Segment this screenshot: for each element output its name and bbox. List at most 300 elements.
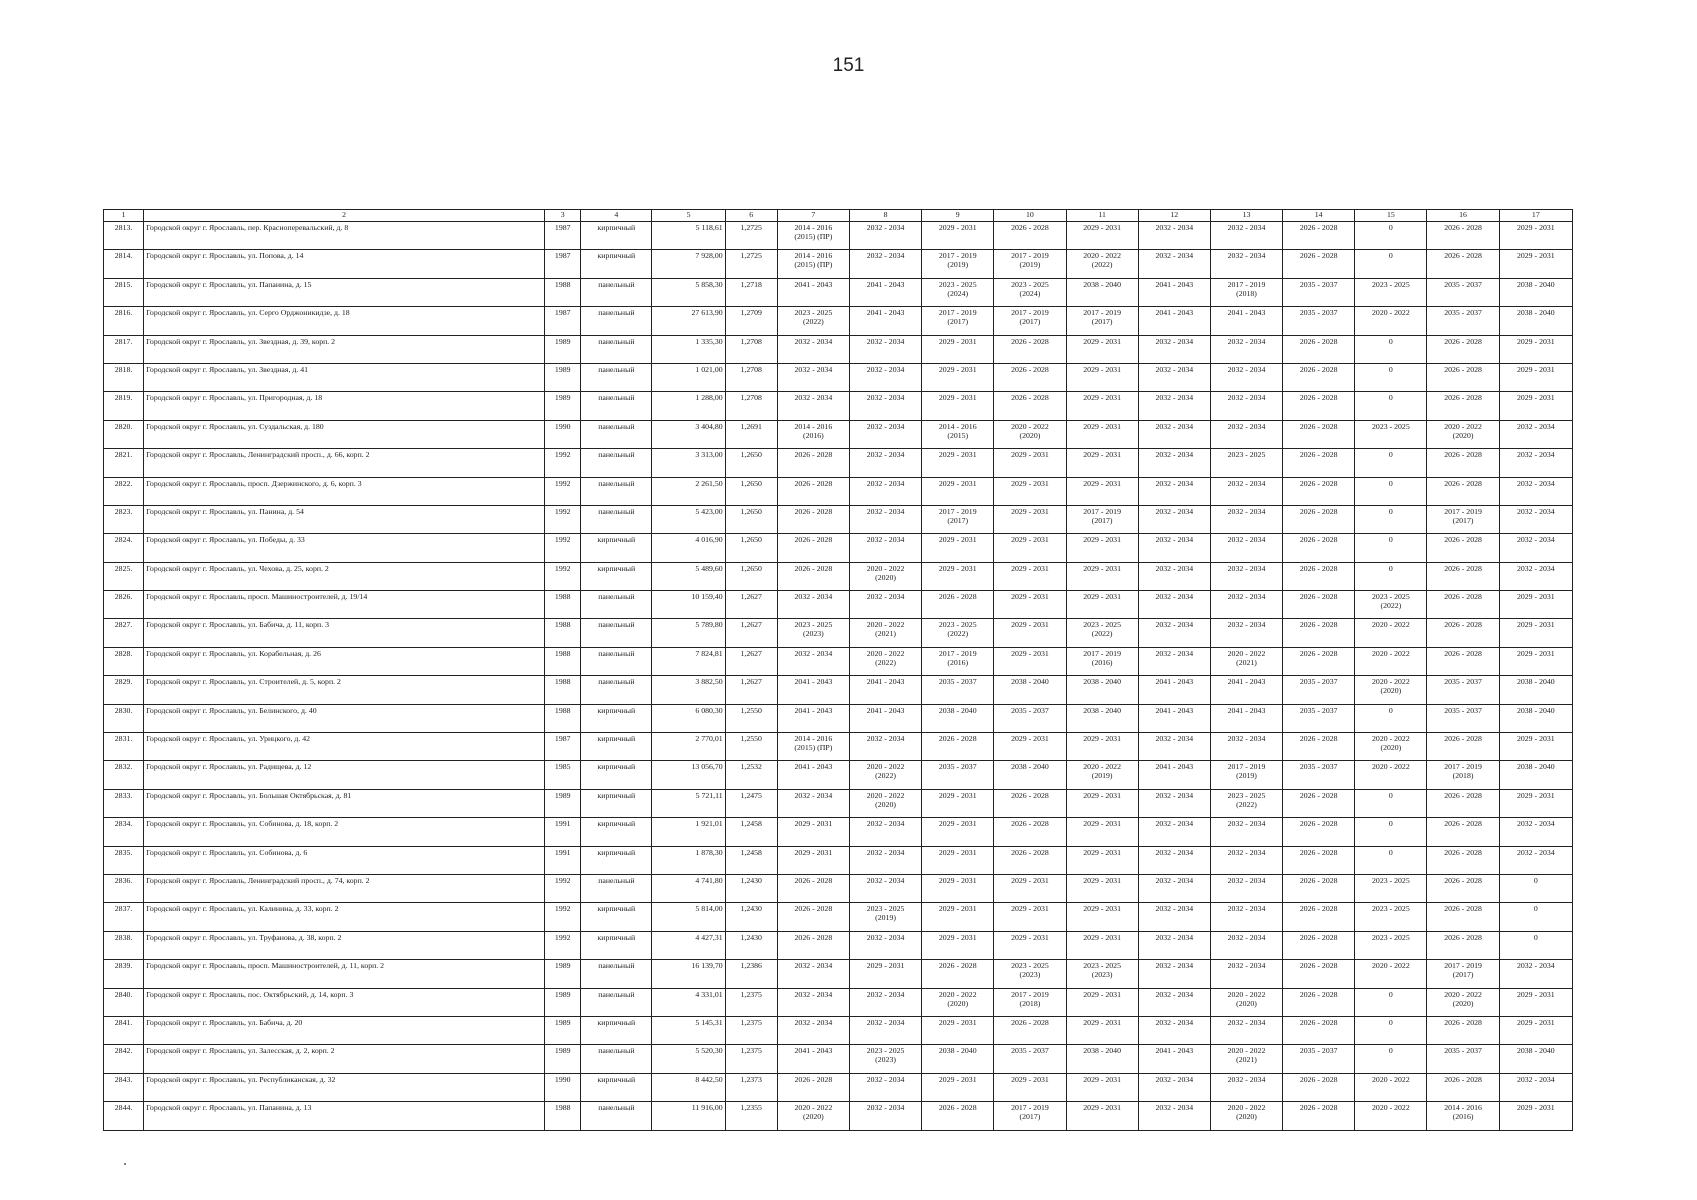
cell-col-10: 2017 - 2019 (2017) [994,307,1066,335]
cell-col-1: 2838. [104,931,144,959]
cell-col-17: 2038 - 2040 [1499,307,1572,335]
cell-col-1: 2824. [104,534,144,562]
cell-col-11: 2038 - 2040 [1066,1045,1138,1073]
cell-col-7: 2026 - 2028 [777,562,849,590]
cell-col-13: 2032 - 2034 [1210,222,1282,250]
cell-col-5: 10 159,40 [652,591,725,619]
cell-col-1: 2821. [104,449,144,477]
cell-col-4: панельный [581,647,652,675]
cell-col-11: 2029 - 2031 [1066,392,1138,420]
table-row [104,307,1573,335]
cell-col-13: 2032 - 2034 [1210,960,1282,988]
cell-col-9: 2029 - 2031 [922,846,994,874]
cell-col-1: 2813. [104,222,144,250]
cell-col-8: 2032 - 2034 [849,1073,921,1101]
cell-col-16: 2026 - 2028 [1427,222,1499,250]
cell-col-13: 2023 - 2025 [1210,449,1282,477]
cell-col-6: 1,2725 [725,222,777,250]
cell-col-13: 2032 - 2034 [1210,931,1282,959]
cell-col-12: 2041 - 2043 [1138,676,1210,704]
table-row [104,449,1573,477]
cell-col-3: 1992 [545,903,581,931]
cell-col-2: Городской округ г. Ярославль, ул. Собинова, д. 18, корп. 2 [144,818,545,846]
cell-col-6: 1,2627 [725,619,777,647]
cell-col-9: 2029 - 2031 [922,562,994,590]
column-header-15: 15 [1355,210,1427,222]
cell-col-8: 2020 - 2022 (2022) [849,761,921,789]
cell-col-5: 16 139,70 [652,960,725,988]
cell-col-5: 3 313,00 [652,449,725,477]
cell-col-17: 2029 - 2031 [1499,789,1572,817]
cell-col-9: 2026 - 2028 [922,591,994,619]
cell-col-15: 0 [1355,534,1427,562]
cell-col-2: Городской округ г. Ярославль, ул. Бабича, д. 20 [144,1016,545,1044]
cell-col-8: 2023 - 2025 (2023) [849,1045,921,1073]
cell-col-1: 2829. [104,676,144,704]
cell-col-5: 2 261,50 [652,477,725,505]
cell-col-15: 0 [1355,222,1427,250]
cell-col-11: 2029 - 2031 [1066,1073,1138,1101]
cell-col-9: 2014 - 2016 (2015) [922,420,994,448]
cell-col-13: 2032 - 2034 [1210,250,1282,278]
cell-col-1: 2825. [104,562,144,590]
column-header-5: 5 [652,210,725,222]
cell-col-2: Городской округ г. Ярославль, ул. Труфанова, д. 38, корп. 2 [144,931,545,959]
cell-col-16: 2026 - 2028 [1427,874,1499,902]
cell-col-2: Городской округ г. Ярославль, ул. Собинова, д. 6 [144,846,545,874]
cell-col-8: 2032 - 2034 [849,846,921,874]
cell-col-13: 2032 - 2034 [1210,903,1282,931]
cell-col-17: 2029 - 2031 [1499,591,1572,619]
table-row [104,420,1573,448]
cell-col-4: кирпичный [581,534,652,562]
cell-col-1: 2822. [104,477,144,505]
cell-col-9: 2017 - 2019 (2016) [922,647,994,675]
cell-col-3: 1992 [545,562,581,590]
cell-col-10: 2029 - 2031 [994,1073,1066,1101]
cell-col-11: 2023 - 2025 (2022) [1066,619,1138,647]
cell-col-11: 2029 - 2031 [1066,534,1138,562]
cell-col-12: 2032 - 2034 [1138,392,1210,420]
column-header-4: 4 [581,210,652,222]
cell-col-2: Городской округ г. Ярославль, ул. Попова, д. 14 [144,250,545,278]
cell-col-2: Городской округ г. Ярославль, ул. Урицкого, д. 42 [144,733,545,761]
cell-col-15: 2023 - 2025 [1355,420,1427,448]
cell-col-5: 11 916,00 [652,1102,725,1130]
cell-col-2: Городской округ г. Ярославль, ул. Панина, д. 54 [144,505,545,533]
cell-col-10: 2023 - 2025 (2024) [994,278,1066,306]
cell-col-14: 2026 - 2028 [1283,222,1355,250]
cell-col-15: 0 [1355,789,1427,817]
cell-col-11: 2029 - 2031 [1066,449,1138,477]
cell-col-4: панельный [581,392,652,420]
cell-col-11: 2029 - 2031 [1066,1016,1138,1044]
cell-col-2: Городской округ г. Ярославль, ул. Белинского, д. 40 [144,704,545,732]
housing-registry-table [103,209,1573,1131]
cell-col-6: 1,2650 [725,505,777,533]
cell-col-9: 2017 - 2019 (2017) [922,505,994,533]
cell-col-1: 2814. [104,250,144,278]
cell-col-9: 2029 - 2031 [922,392,994,420]
cell-col-7: 2020 - 2022 (2020) [777,1102,849,1130]
cell-col-9: 2026 - 2028 [922,1102,994,1130]
cell-col-17: 2038 - 2040 [1499,704,1572,732]
cell-col-15: 0 [1355,1016,1427,1044]
cell-col-4: кирпичный [581,222,652,250]
cell-col-3: 1988 [545,1102,581,1130]
cell-col-12: 2032 - 2034 [1138,931,1210,959]
cell-col-3: 1992 [545,931,581,959]
table-row [104,562,1573,590]
cell-col-12: 2032 - 2034 [1138,534,1210,562]
cell-col-9: 2029 - 2031 [922,363,994,391]
cell-col-7: 2023 - 2025 (2022) [777,307,849,335]
cell-col-7: 2032 - 2034 [777,335,849,363]
cell-col-12: 2032 - 2034 [1138,818,1210,846]
cell-col-6: 1,2458 [725,818,777,846]
cell-col-17: 2038 - 2040 [1499,1045,1572,1073]
cell-col-9: 2026 - 2028 [922,733,994,761]
cell-col-8: 2029 - 2031 [849,960,921,988]
cell-col-4: панельный [581,960,652,988]
cell-col-15: 0 [1355,335,1427,363]
cell-col-5: 7 928,00 [652,250,725,278]
cell-col-7: 2032 - 2034 [777,363,849,391]
cell-col-11: 2029 - 2031 [1066,477,1138,505]
cell-col-12: 2032 - 2034 [1138,363,1210,391]
cell-col-12: 2032 - 2034 [1138,1102,1210,1130]
cell-col-13: 2032 - 2034 [1210,818,1282,846]
cell-col-6: 1,2708 [725,392,777,420]
cell-col-10: 2029 - 2031 [994,534,1066,562]
table-row [104,676,1573,704]
cell-col-11: 2017 - 2019 (2017) [1066,505,1138,533]
cell-col-15: 2020 - 2022 (2020) [1355,733,1427,761]
cell-col-9: 2026 - 2028 [922,960,994,988]
cell-col-6: 1,2386 [725,960,777,988]
cell-col-14: 2026 - 2028 [1283,1016,1355,1044]
cell-col-17: 2029 - 2031 [1499,222,1572,250]
cell-col-11: 2038 - 2040 [1066,676,1138,704]
cell-col-12: 2032 - 2034 [1138,1016,1210,1044]
cell-col-9: 2029 - 2031 [922,931,994,959]
cell-col-15: 2023 - 2025 [1355,874,1427,902]
cell-col-16: 2035 - 2037 [1427,676,1499,704]
cell-col-12: 2032 - 2034 [1138,619,1210,647]
cell-col-3: 1988 [545,676,581,704]
cell-col-5: 13 056,70 [652,761,725,789]
cell-col-6: 1,2430 [725,874,777,902]
cell-col-12: 2041 - 2043 [1138,704,1210,732]
cell-col-8: 2041 - 2043 [849,278,921,306]
cell-col-15: 2020 - 2022 [1355,960,1427,988]
cell-col-2: Городской округ г. Ярославль, ул. Корабельная, д. 26 [144,647,545,675]
cell-col-2: Городской округ г. Ярославль, ул. Большая Октябрьская, д. 81 [144,789,545,817]
cell-col-13: 2017 - 2019 (2018) [1210,278,1282,306]
cell-col-5: 5 858,30 [652,278,725,306]
cell-col-1: 2816. [104,307,144,335]
cell-col-15: 2023 - 2025 [1355,903,1427,931]
cell-col-8: 2041 - 2043 [849,676,921,704]
cell-col-14: 2026 - 2028 [1283,534,1355,562]
table-row [104,1102,1573,1130]
cell-col-11: 2029 - 2031 [1066,789,1138,817]
cell-col-9: 2035 - 2037 [922,676,994,704]
cell-col-13: 2032 - 2034 [1210,1016,1282,1044]
cell-col-14: 2026 - 2028 [1283,733,1355,761]
cell-col-6: 1,2550 [725,733,777,761]
page-number: 151 [832,55,865,76]
column-header-3: 3 [545,210,581,222]
cell-col-4: кирпичный [581,789,652,817]
cell-col-2: Городской округ г. Ярославль, просп. Дзержинского, д. 6, корп. 3 [144,477,545,505]
cell-col-13: 2032 - 2034 [1210,591,1282,619]
column-header-14: 14 [1283,210,1355,222]
cell-col-3: 1987 [545,307,581,335]
cell-col-8: 2020 - 2022 (2020) [849,789,921,817]
cell-col-2: Городской округ г. Ярославль, Ленинградский просп., д. 66, корп. 2 [144,449,545,477]
cell-col-4: кирпичный [581,818,652,846]
table-row [104,222,1573,250]
cell-col-9: 2017 - 2019 (2017) [922,307,994,335]
cell-col-10: 2029 - 2031 [994,733,1066,761]
column-header-12: 12 [1138,210,1210,222]
cell-col-10: 2029 - 2031 [994,874,1066,902]
cell-col-2: Городской округ г. Ярославль, ул. Пригородная, д. 18 [144,392,545,420]
cell-col-17: 2032 - 2034 [1499,505,1572,533]
cell-col-11: 2029 - 2031 [1066,222,1138,250]
cell-col-6: 1,2725 [725,250,777,278]
table-row [104,789,1573,817]
cell-col-16: 2026 - 2028 [1427,647,1499,675]
cell-col-5: 4 331,01 [652,988,725,1016]
cell-col-2: Городской округ г. Ярославль, ул. Республиканская, д. 32 [144,1073,545,1101]
cell-col-12: 2041 - 2043 [1138,278,1210,306]
cell-col-17: 0 [1499,931,1572,959]
cell-col-3: 1991 [545,818,581,846]
cell-col-4: панельный [581,335,652,363]
cell-col-17: 2029 - 2031 [1499,392,1572,420]
cell-col-13: 2032 - 2034 [1210,619,1282,647]
cell-col-6: 1,2458 [725,846,777,874]
cell-col-11: 2029 - 2031 [1066,335,1138,363]
cell-col-3: 1989 [545,1045,581,1073]
cell-col-14: 2026 - 2028 [1283,846,1355,874]
cell-col-8: 2032 - 2034 [849,733,921,761]
cell-col-8: 2032 - 2034 [849,1102,921,1130]
cell-col-13: 2032 - 2034 [1210,534,1282,562]
cell-col-11: 2029 - 2031 [1066,1102,1138,1130]
cell-col-9: 2029 - 2031 [922,335,994,363]
cell-col-4: панельный [581,1045,652,1073]
cell-col-5: 8 442,50 [652,1073,725,1101]
cell-col-7: 2014 - 2016 (2015) (ПР) [777,733,849,761]
cell-col-6: 1,2475 [725,789,777,817]
cell-col-4: кирпичный [581,1073,652,1101]
cell-col-9: 2029 - 2031 [922,222,994,250]
cell-col-14: 2026 - 2028 [1283,420,1355,448]
cell-col-10: 2026 - 2028 [994,789,1066,817]
cell-col-14: 2035 - 2037 [1283,278,1355,306]
column-header-7: 7 [777,210,849,222]
table-row [104,818,1573,846]
table-row [104,363,1573,391]
table-row [104,250,1573,278]
cell-col-8: 2032 - 2034 [849,250,921,278]
cell-col-3: 1988 [545,591,581,619]
cell-col-5: 1 021,00 [652,363,725,391]
cell-col-3: 1992 [545,449,581,477]
cell-col-11: 2029 - 2031 [1066,931,1138,959]
cell-col-12: 2032 - 2034 [1138,846,1210,874]
cell-col-13: 2020 - 2022 (2020) [1210,988,1282,1016]
cell-col-11: 2029 - 2031 [1066,420,1138,448]
cell-col-8: 2032 - 2034 [849,505,921,533]
cell-col-13: 2032 - 2034 [1210,846,1282,874]
cell-col-14: 2026 - 2028 [1283,363,1355,391]
cell-col-7: 2041 - 2043 [777,278,849,306]
cell-col-4: кирпичный [581,903,652,931]
cell-col-16: 2026 - 2028 [1427,1016,1499,1044]
cell-col-15: 0 [1355,1045,1427,1073]
table-row [104,846,1573,874]
table-row [104,477,1573,505]
cell-col-14: 2026 - 2028 [1283,988,1355,1016]
cell-col-4: кирпичный [581,931,652,959]
table-row [104,960,1573,988]
cell-col-12: 2041 - 2043 [1138,761,1210,789]
cell-col-6: 1,2627 [725,591,777,619]
cell-col-6: 1,2650 [725,449,777,477]
cell-col-8: 2032 - 2034 [849,222,921,250]
cell-col-14: 2026 - 2028 [1283,647,1355,675]
cell-col-12: 2032 - 2034 [1138,222,1210,250]
cell-col-17: 2032 - 2034 [1499,960,1572,988]
cell-col-12: 2032 - 2034 [1138,335,1210,363]
cell-col-6: 1,2355 [725,1102,777,1130]
cell-col-7: 2029 - 2031 [777,818,849,846]
cell-col-1: 2844. [104,1102,144,1130]
cell-col-11: 2017 - 2019 (2017) [1066,307,1138,335]
cell-col-4: панельный [581,591,652,619]
cell-col-16: 2017 - 2019 (2018) [1427,761,1499,789]
cell-col-5: 7 824,81 [652,647,725,675]
cell-col-6: 1,2708 [725,335,777,363]
cell-col-16: 2026 - 2028 [1427,562,1499,590]
cell-col-7: 2026 - 2028 [777,449,849,477]
cell-col-16: 2026 - 2028 [1427,733,1499,761]
cell-col-15: 2020 - 2022 [1355,1102,1427,1130]
cell-col-17: 2032 - 2034 [1499,449,1572,477]
table-row [104,988,1573,1016]
cell-col-5: 5 489,60 [652,562,725,590]
cell-col-14: 2026 - 2028 [1283,1102,1355,1130]
cell-col-7: 2032 - 2034 [777,591,849,619]
cell-col-1: 2815. [104,278,144,306]
cell-col-2: Городской округ г. Ярославль, ул. Бабича, д. 11, корп. 3 [144,619,545,647]
cell-col-13: 2032 - 2034 [1210,1073,1282,1101]
column-header-17: 17 [1499,210,1572,222]
table-row [104,505,1573,533]
cell-col-2: Городской округ г. Ярославль, просп. Машиностроителей, д. 19/14 [144,591,545,619]
cell-col-12: 2032 - 2034 [1138,874,1210,902]
cell-col-3: 1989 [545,789,581,817]
cell-col-10: 2026 - 2028 [994,1016,1066,1044]
cell-col-10: 2017 - 2019 (2019) [994,250,1066,278]
cell-col-14: 2026 - 2028 [1283,903,1355,931]
cell-col-3: 1989 [545,363,581,391]
cell-col-3: 1991 [545,846,581,874]
cell-col-10: 2029 - 2031 [994,562,1066,590]
cell-col-8: 2020 - 2022 (2022) [849,647,921,675]
cell-col-4: панельный [581,988,652,1016]
cell-col-6: 1,2430 [725,903,777,931]
column-header-9: 9 [922,210,994,222]
cell-col-11: 2029 - 2031 [1066,562,1138,590]
cell-col-1: 2826. [104,591,144,619]
cell-col-2: Городской округ г. Ярославль, ул. Чехова, д. 25, корп. 2 [144,562,545,590]
column-header-16: 16 [1427,210,1499,222]
cell-col-16: 2026 - 2028 [1427,534,1499,562]
cell-col-12: 2032 - 2034 [1138,1073,1210,1101]
cell-col-12: 2041 - 2043 [1138,1045,1210,1073]
cell-col-15: 0 [1355,988,1427,1016]
cell-col-12: 2032 - 2034 [1138,789,1210,817]
cell-col-10: 2023 - 2025 (2023) [994,960,1066,988]
table-row [104,704,1573,732]
cell-col-9: 2029 - 2031 [922,789,994,817]
cell-col-17: 2029 - 2031 [1499,619,1572,647]
cell-col-9: 2029 - 2031 [922,1016,994,1044]
cell-col-3: 1992 [545,505,581,533]
cell-col-2: Городской округ г. Ярославль, ул. Радищева, д. 12 [144,761,545,789]
cell-col-1: 2832. [104,761,144,789]
cell-col-2: Городской округ г. Ярославль, пос. Октябрьский, д. 14, корп. 3 [144,988,545,1016]
column-header-8: 8 [849,210,921,222]
cell-col-7: 2026 - 2028 [777,931,849,959]
cell-col-6: 1,2532 [725,761,777,789]
column-header-1: 1 [104,210,144,222]
cell-col-13: 2032 - 2034 [1210,363,1282,391]
cell-col-11: 2023 - 2025 (2023) [1066,960,1138,988]
cell-col-17: 2029 - 2031 [1499,250,1572,278]
cell-col-2: Городской округ г. Ярославль, ул. Звездная, д. 39, корп. 2 [144,335,545,363]
cell-col-6: 1,2650 [725,562,777,590]
cell-col-17: 2032 - 2034 [1499,477,1572,505]
cell-col-3: 1989 [545,1016,581,1044]
cell-col-3: 1989 [545,988,581,1016]
cell-col-8: 2032 - 2034 [849,534,921,562]
cell-col-11: 2029 - 2031 [1066,591,1138,619]
cell-col-9: 2023 - 2025 (2024) [922,278,994,306]
cell-col-3: 1992 [545,874,581,902]
cell-col-8: 2032 - 2034 [849,988,921,1016]
column-header-13: 13 [1210,210,1282,222]
cell-col-7: 2026 - 2028 [777,505,849,533]
cell-col-9: 2035 - 2037 [922,761,994,789]
cell-col-7: 2026 - 2028 [777,1073,849,1101]
cell-col-10: 2026 - 2028 [994,392,1066,420]
cell-col-5: 5 721,11 [652,789,725,817]
cell-col-2: Городской округ г. Ярославль, ул. Папанина, д. 13 [144,1102,545,1130]
cell-col-10: 2026 - 2028 [994,363,1066,391]
cell-col-1: 2837. [104,903,144,931]
cell-col-6: 1,2375 [725,1016,777,1044]
cell-col-10: 2026 - 2028 [994,222,1066,250]
cell-col-8: 2032 - 2034 [849,931,921,959]
cell-col-1: 2817. [104,335,144,363]
cell-col-6: 1,2627 [725,647,777,675]
